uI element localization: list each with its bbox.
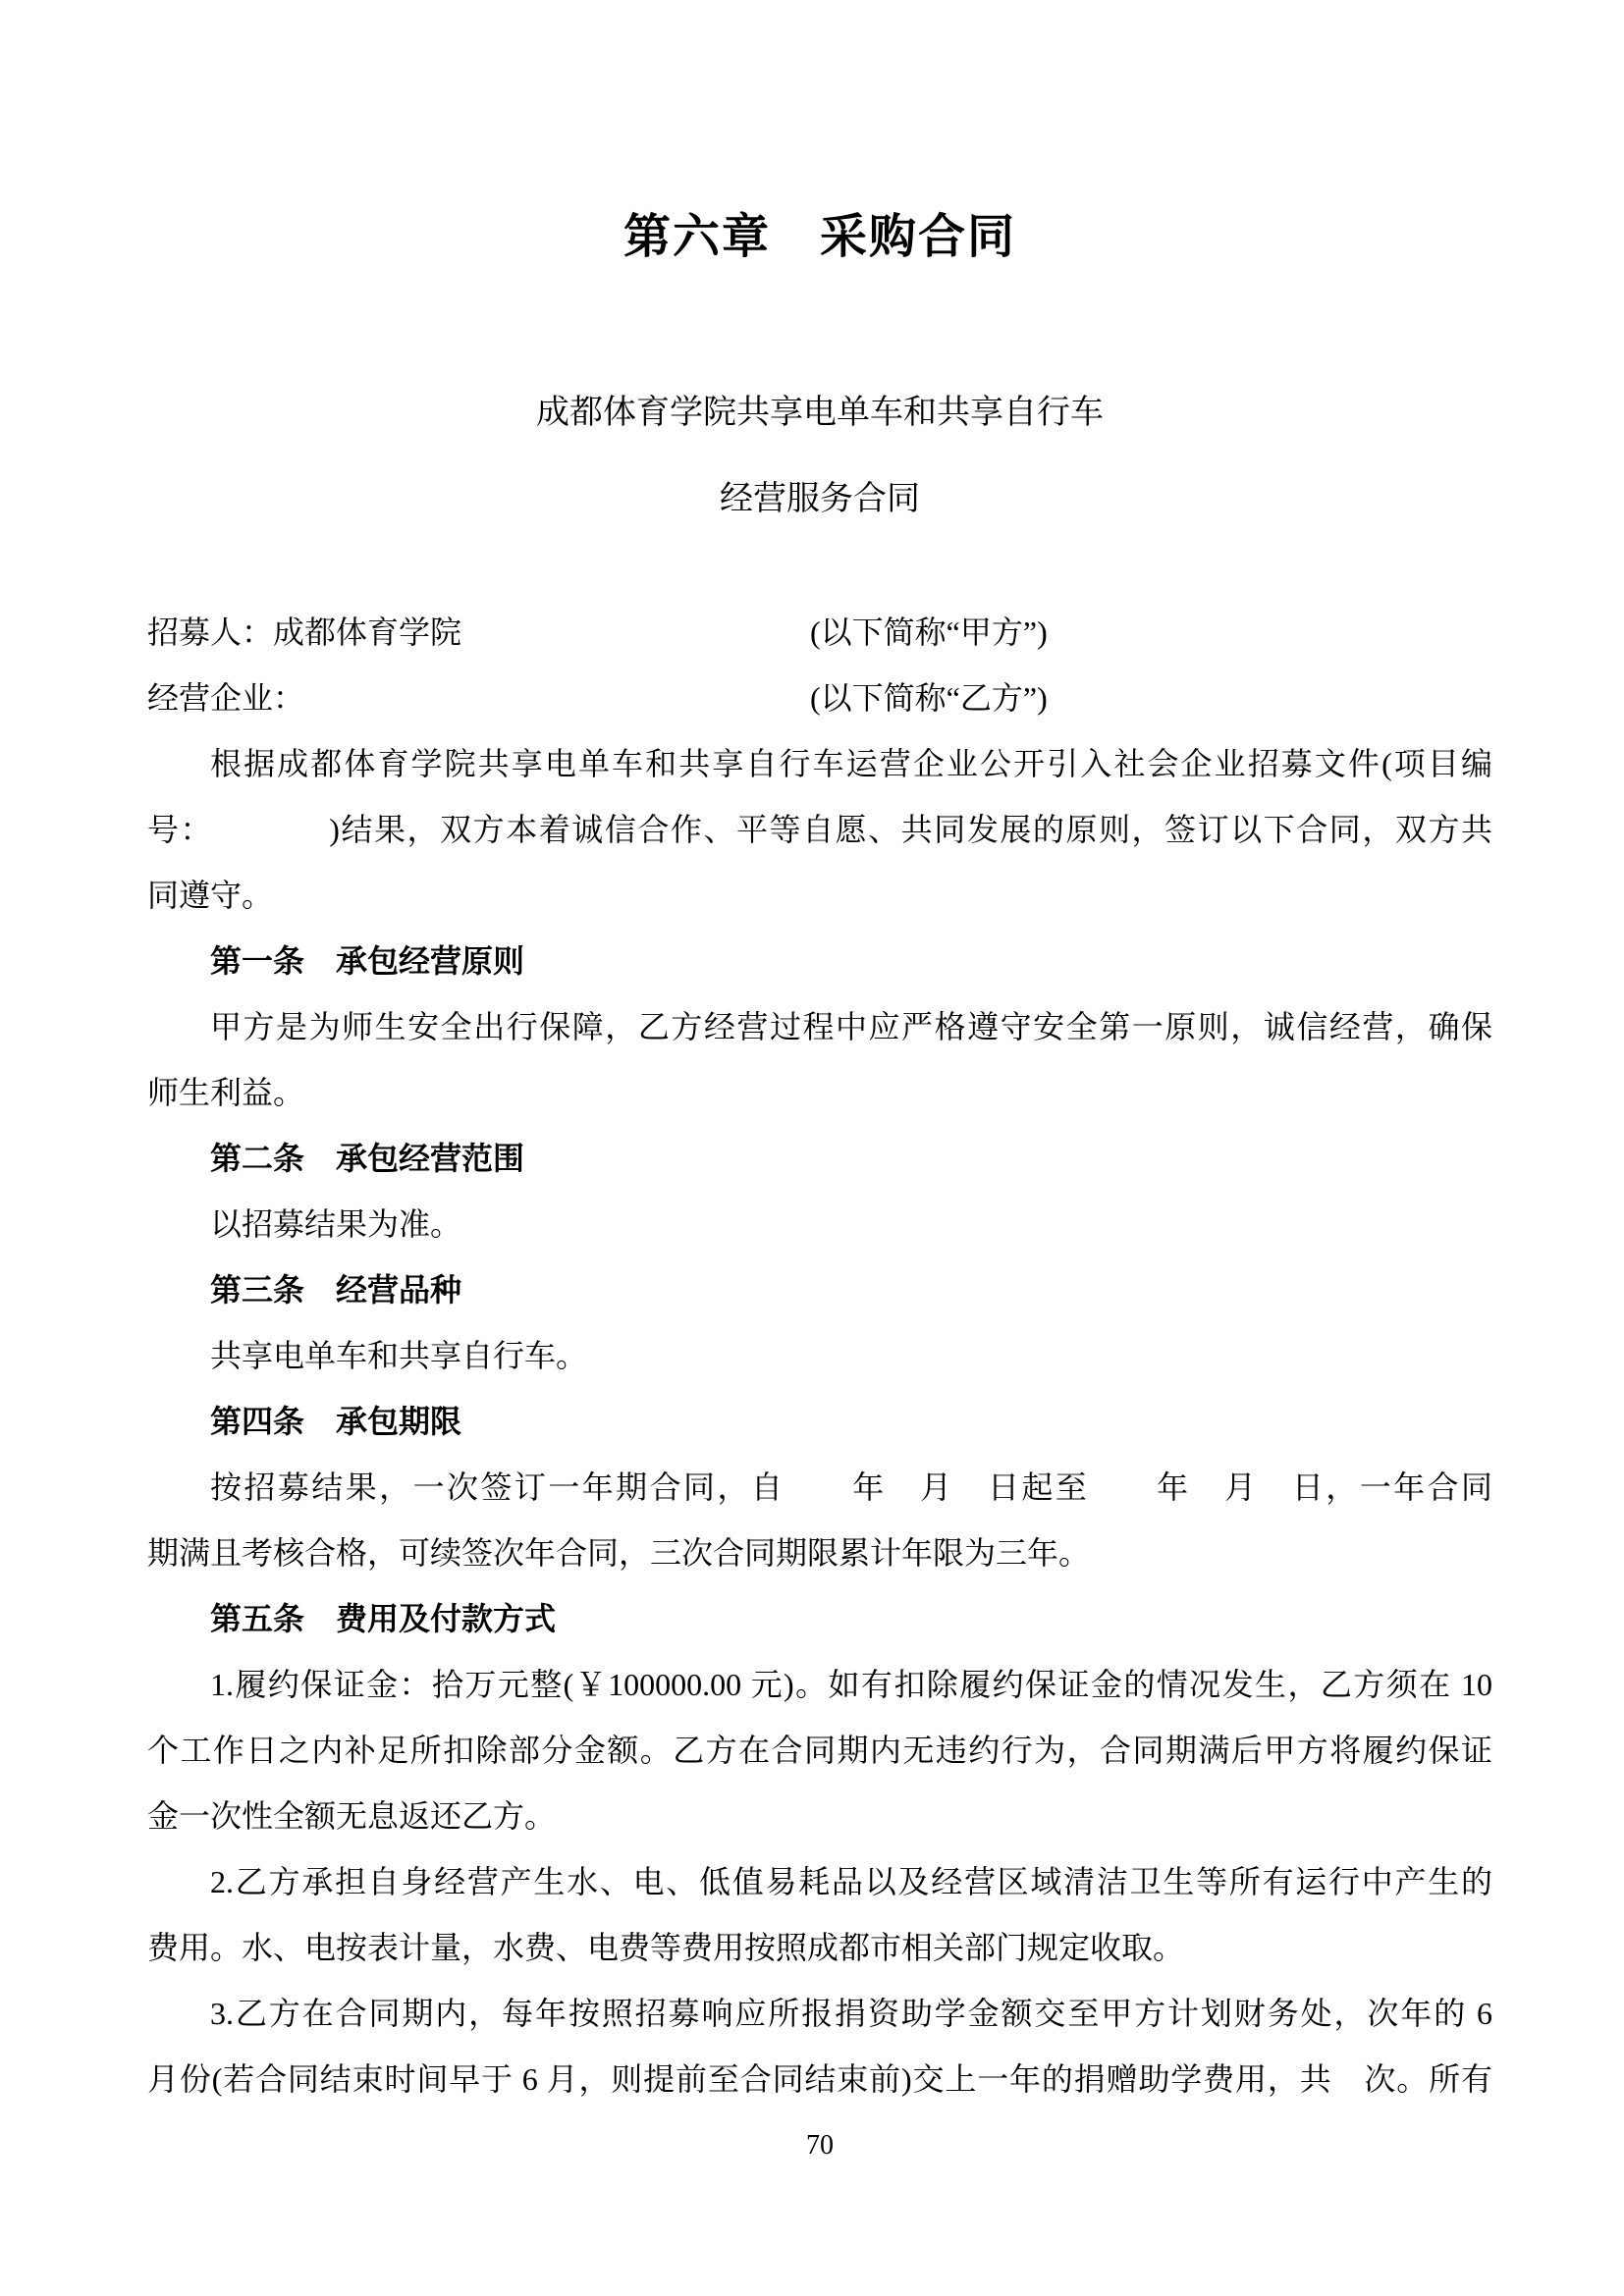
content-line: 金一次性全额无息返还乙方。 <box>147 1798 557 1834</box>
party-row-recruiter <box>147 600 1492 666</box>
content-line: 号： )结果，双方本着诚信合作、平等自愿、共同发展的原则，签订以下合同，双方共 <box>147 812 1492 847</box>
contract-title-line-2: 经营服务合同 <box>720 481 920 517</box>
party-operator-label: 经营企业： <box>147 680 305 716</box>
content-line: 甲方是为师生安全出行保障，乙方经营过程中应严格遵守安全第一原则，诚信经营，确保 <box>210 1009 1492 1044</box>
party-row-operator <box>147 666 1492 731</box>
content-line: 师生利益。 <box>147 1075 305 1110</box>
chapter-title: 第六章 采购合同 <box>623 211 1016 263</box>
contract-body <box>147 600 1492 2112</box>
content-line: 根据成都体育学院共享电单车和共享自行车运营企业公开引入社会企业招募文件(项目编 <box>210 746 1492 781</box>
party-operator-alias: (以下简称“乙方”) <box>810 680 1048 716</box>
content-line: 按招募结果，一次签订一年期合同，自 年 月 日起至 年 月 日，一年合同 <box>210 1469 1492 1505</box>
content-line: 期满且考核合格，可续签次年合同，三次合同期限累计年限为三年。 <box>147 1535 1091 1571</box>
contract-title-line-1: 成都体育学院共享电单车和共享自行车 <box>536 395 1104 431</box>
clause-heading-4: 第四条 承包期限 <box>210 1404 462 1439</box>
content-line: 费用。水、电按表计量，水费、电费等费用按照成都市相关部门规定收取。 <box>147 1930 1185 1965</box>
clause-heading-5: 第五条 费用及付款方式 <box>210 1601 557 1636</box>
clause-heading-3: 第三条 经营品种 <box>210 1272 462 1308</box>
page-number: 70 <box>806 2130 834 2161</box>
content-line: 共享电单车和共享自行车。 <box>210 1338 588 1373</box>
party-recruiter-alias: (以下简称“甲方”) <box>810 614 1048 650</box>
content-line: 1.履约保证金：拾万元整(￥100000.00 元)。如有扣除履约保证金的情况发生，乙方须在 10 <box>210 1667 1492 1702</box>
content-line: 3.乙方在合同期内，每年按照招募响应所报捐资助学金额交至甲方计划财务处，次年的 6 <box>210 1996 1492 2031</box>
clause-heading-2: 第二条 承包经营范围 <box>210 1141 525 1176</box>
party-recruiter-label: 招募人：成都体育学院 <box>147 614 462 650</box>
content-line: 同遵守。 <box>147 878 274 913</box>
clause-heading-1: 第一条 承包经营原则 <box>210 943 525 979</box>
content-line: 月份(若合同结束时间早于 6 月，则提前至合同结束前)交上一年的捐赠助学费用，共 次。所有 <box>147 2061 1492 2097</box>
content-line: 以招募结果为准。 <box>210 1206 462 1242</box>
content-line: 个工作日之内补足所扣除部分金额。乙方在合同期内无违约行为，合同期满后甲方将履约保证 <box>147 1733 1492 1768</box>
content-line: 2.乙方承担自身经营产生水、电、低值易耗品以及经营区域清洁卫生等所有运行中产生的 <box>210 1864 1492 1899</box>
